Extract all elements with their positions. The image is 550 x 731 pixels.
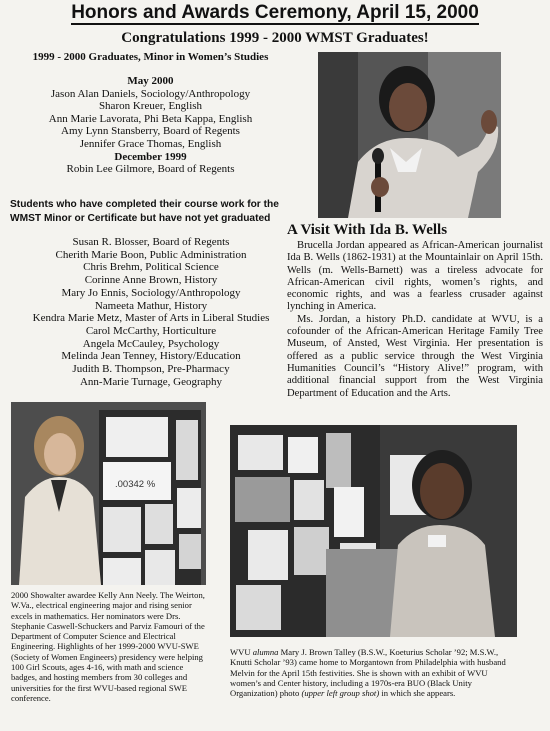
poster-percent-text: .00342 % [115, 479, 156, 490]
exhibit-illustration [230, 425, 517, 637]
article-paragraph: Ms. Jordan, a history Ph.D. candidate at WVU, is a cofounder of the African-American Heritage Family Tree Museum, of Ansted, West Virginia. Her presentation is offered as a public service through the West Virginia Humanities Council’s “History Alive!” program, with additional financial support from the West Virginia Department of Education and the Arts. [287, 313, 543, 399]
list-item: Corinne Anne Brown, History [84, 274, 218, 287]
list-item: Ann-Marie Turnage, Geography [79, 375, 223, 388]
caption-right: WVU alumna Mary J. Brown Talley (B.S.W., Koeturius Scholar ’92; M.S.W., Knutti Scholar ’93) came home to Morgantown from Philadelphia with husband Melvin for the April 15th festivities. She is shown with an exhibit of WVU women’s and Center history, including a 1970s-era BUO (Black Unity Organization) photo (upper left group shot) in which she appears. [230, 647, 506, 699]
term-label: May 2000 [127, 75, 174, 87]
list-item: Judith B. Thompson, Pre-Pharmacy [72, 363, 230, 376]
list-item: Robin Lee Gilmore, Board of Regents [66, 163, 235, 176]
list-item: Angela McCauley, Psychology [82, 337, 220, 350]
list-item: Susan R. Blosser, Board of Regents [72, 236, 230, 248]
list-item: Ann Marie Lavorata, Phi Beta Kappa, English [48, 112, 253, 125]
page-title: Honors and Awards Ceremony, April 15, 2000 [71, 2, 479, 23]
list-item: Amy Lynn Stansberry, Board of Regents [61, 125, 240, 138]
list-item: Kendra Marie Metz, Master of Arts in Liberal Studies [32, 312, 270, 325]
students-heading: Students who have completed their course work for the WMST Minor or Certificate but have not yet graduated [10, 199, 279, 224]
graduates-heading: 1999 - 2000 Graduates, Minor in Women’s Studies [32, 51, 269, 63]
list-item: Chris Brehm, Political Science [83, 261, 219, 274]
awardee-illustration [11, 402, 206, 585]
students-list [6, 236, 296, 388]
list-item: Sharon Kreuer, English [98, 100, 203, 113]
term-label: December 1999 [114, 150, 187, 163]
list-item: Nameeta Mathur, History [94, 299, 208, 312]
photo-ida-b-wells-performer [318, 52, 501, 218]
caption-left: 2000 Showalter awardee Kelly Ann Neely. The Weirton, W.Va., electrical engineering major and rising senior excels in mathematics. Her nominators were Drs. Stephanie Caswell-Schuckers and Parviz Famouri of the Department of Computer Science and Electrical Engineering. Highlights of her 1999-2000 WVU-SWE (Society of Women Engineers) presidency were helping 100 Girl Scouts, ages 4-16, with math and science badges, and hosting members from 30 colleges and universities for the first WVU-based regional SWE conference. [11, 590, 205, 703]
graduates-list [18, 75, 283, 176]
article-title: A Visit With Ida B. Wells [287, 222, 448, 238]
article-paragraph: Brucella Jordan appeared as African-American journalist Ida B. Wells (1862-1931) at the Mountainlair on April 15th. Wells (m. Wells-Barnett) was a tireless advocate for African-American civil rights, women’s rights, and economic rights, and was a fearless crusader against lynching in America. [287, 240, 543, 313]
list-item: Jason Alan Daniels, Sociology/Anthropology [50, 87, 251, 100]
list-item: Melinda Jean Tenney, History/Education [61, 350, 241, 363]
performer-illustration [318, 52, 501, 218]
list-item: Cherith Marie Boon, Public Administration [55, 248, 247, 261]
list-item: Mary Jo Ennis, Sociology/Anthropology [61, 286, 241, 299]
list-item: Jennifer Grace Thomas, English [79, 137, 222, 150]
photo-mary-j-brown-talley [230, 425, 517, 637]
congrats-heading: Congratulations 1999 - 2000 WMST Graduates! [121, 30, 429, 46]
photo-kelly-ann-neely [11, 402, 206, 585]
article-body [287, 240, 543, 400]
list-item: Carol McCarthy, Horticulture [85, 324, 217, 337]
